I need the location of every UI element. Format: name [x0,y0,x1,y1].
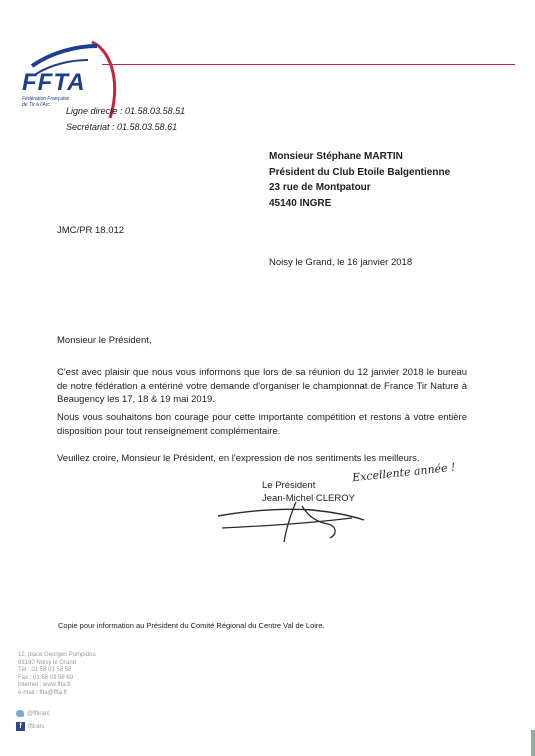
facebook-icon: f [16,722,25,731]
paragraph-1: C'est avec plaisir que nous vous informons que lors de sa réunion du 12 janvier 2018 le bureau de notre fédération a entériné votre demande d'organiser le championnat de France Tir Nature à Beaugency les 17, 18 & 19 mai 2019. [57,367,467,405]
salutation: Monsieur le Président, [57,335,152,346]
twitter-link[interactable]: @fftirarc [16,710,50,717]
header-rule [102,64,515,65]
paragraph-2: Nous vous souhaitons bon courage pour cette importante compétition et restons à votre entière disposition pour tout renseignement complémentaire. [57,412,467,437]
email-link[interactable]: e-mail : ffta@ffta.fr [18,689,68,696]
reference-number: JMC/PR 18.012 [57,225,125,236]
recipient-street: 23 rue de Montpatour [269,182,371,193]
recipient-address [269,149,450,211]
ffta-logo-text: FFTA [22,69,86,96]
facebook-link[interactable]: f fftirarc [16,722,45,731]
recipient-title: Président du Club Etoile Balgentienne [269,166,451,178]
signature-scribble [212,496,372,546]
secretariat-line: Secrétariat : 01.58.03.58.61 [66,122,178,132]
letter-date: Noisy le Grand, le 16 janvier 2018 [269,257,413,268]
handwritten-note: Excellente année ! [351,460,457,485]
recipient-city: 45140 INGRE [269,197,332,209]
ffta-logo-subtitle: Fédération Française de Tir à l'Arc [22,96,70,108]
signer-role: Le Président [262,480,316,491]
recipient-name: Monsieur Stéphane MARTIN [269,151,403,162]
signer-name: Jean-Michel CLEROY [262,493,355,504]
footer-address: 12, place Georges Pompidou 93160 Noisy le Grand Tél : 01 58 03 58 58 Fax : 01 58 03 58 69 internet : www.ffta.fr e-mail : ffta@ffta.fr [18,652,96,696]
paragraph-3: Veuillez croire, Monsieur le Président, en l'expression de nos sentiments les meilleurs. [57,453,420,464]
website-link[interactable]: internet : www.ffta.fr [18,682,71,688]
copy-note: Copie pour information au Président du Comité Régional du Centre Val de Loire. [58,621,325,630]
twitter-icon [16,710,24,717]
corner-accent [531,730,535,756]
direct-line: Ligne directe : 01.58.03.58.51 [66,106,186,116]
